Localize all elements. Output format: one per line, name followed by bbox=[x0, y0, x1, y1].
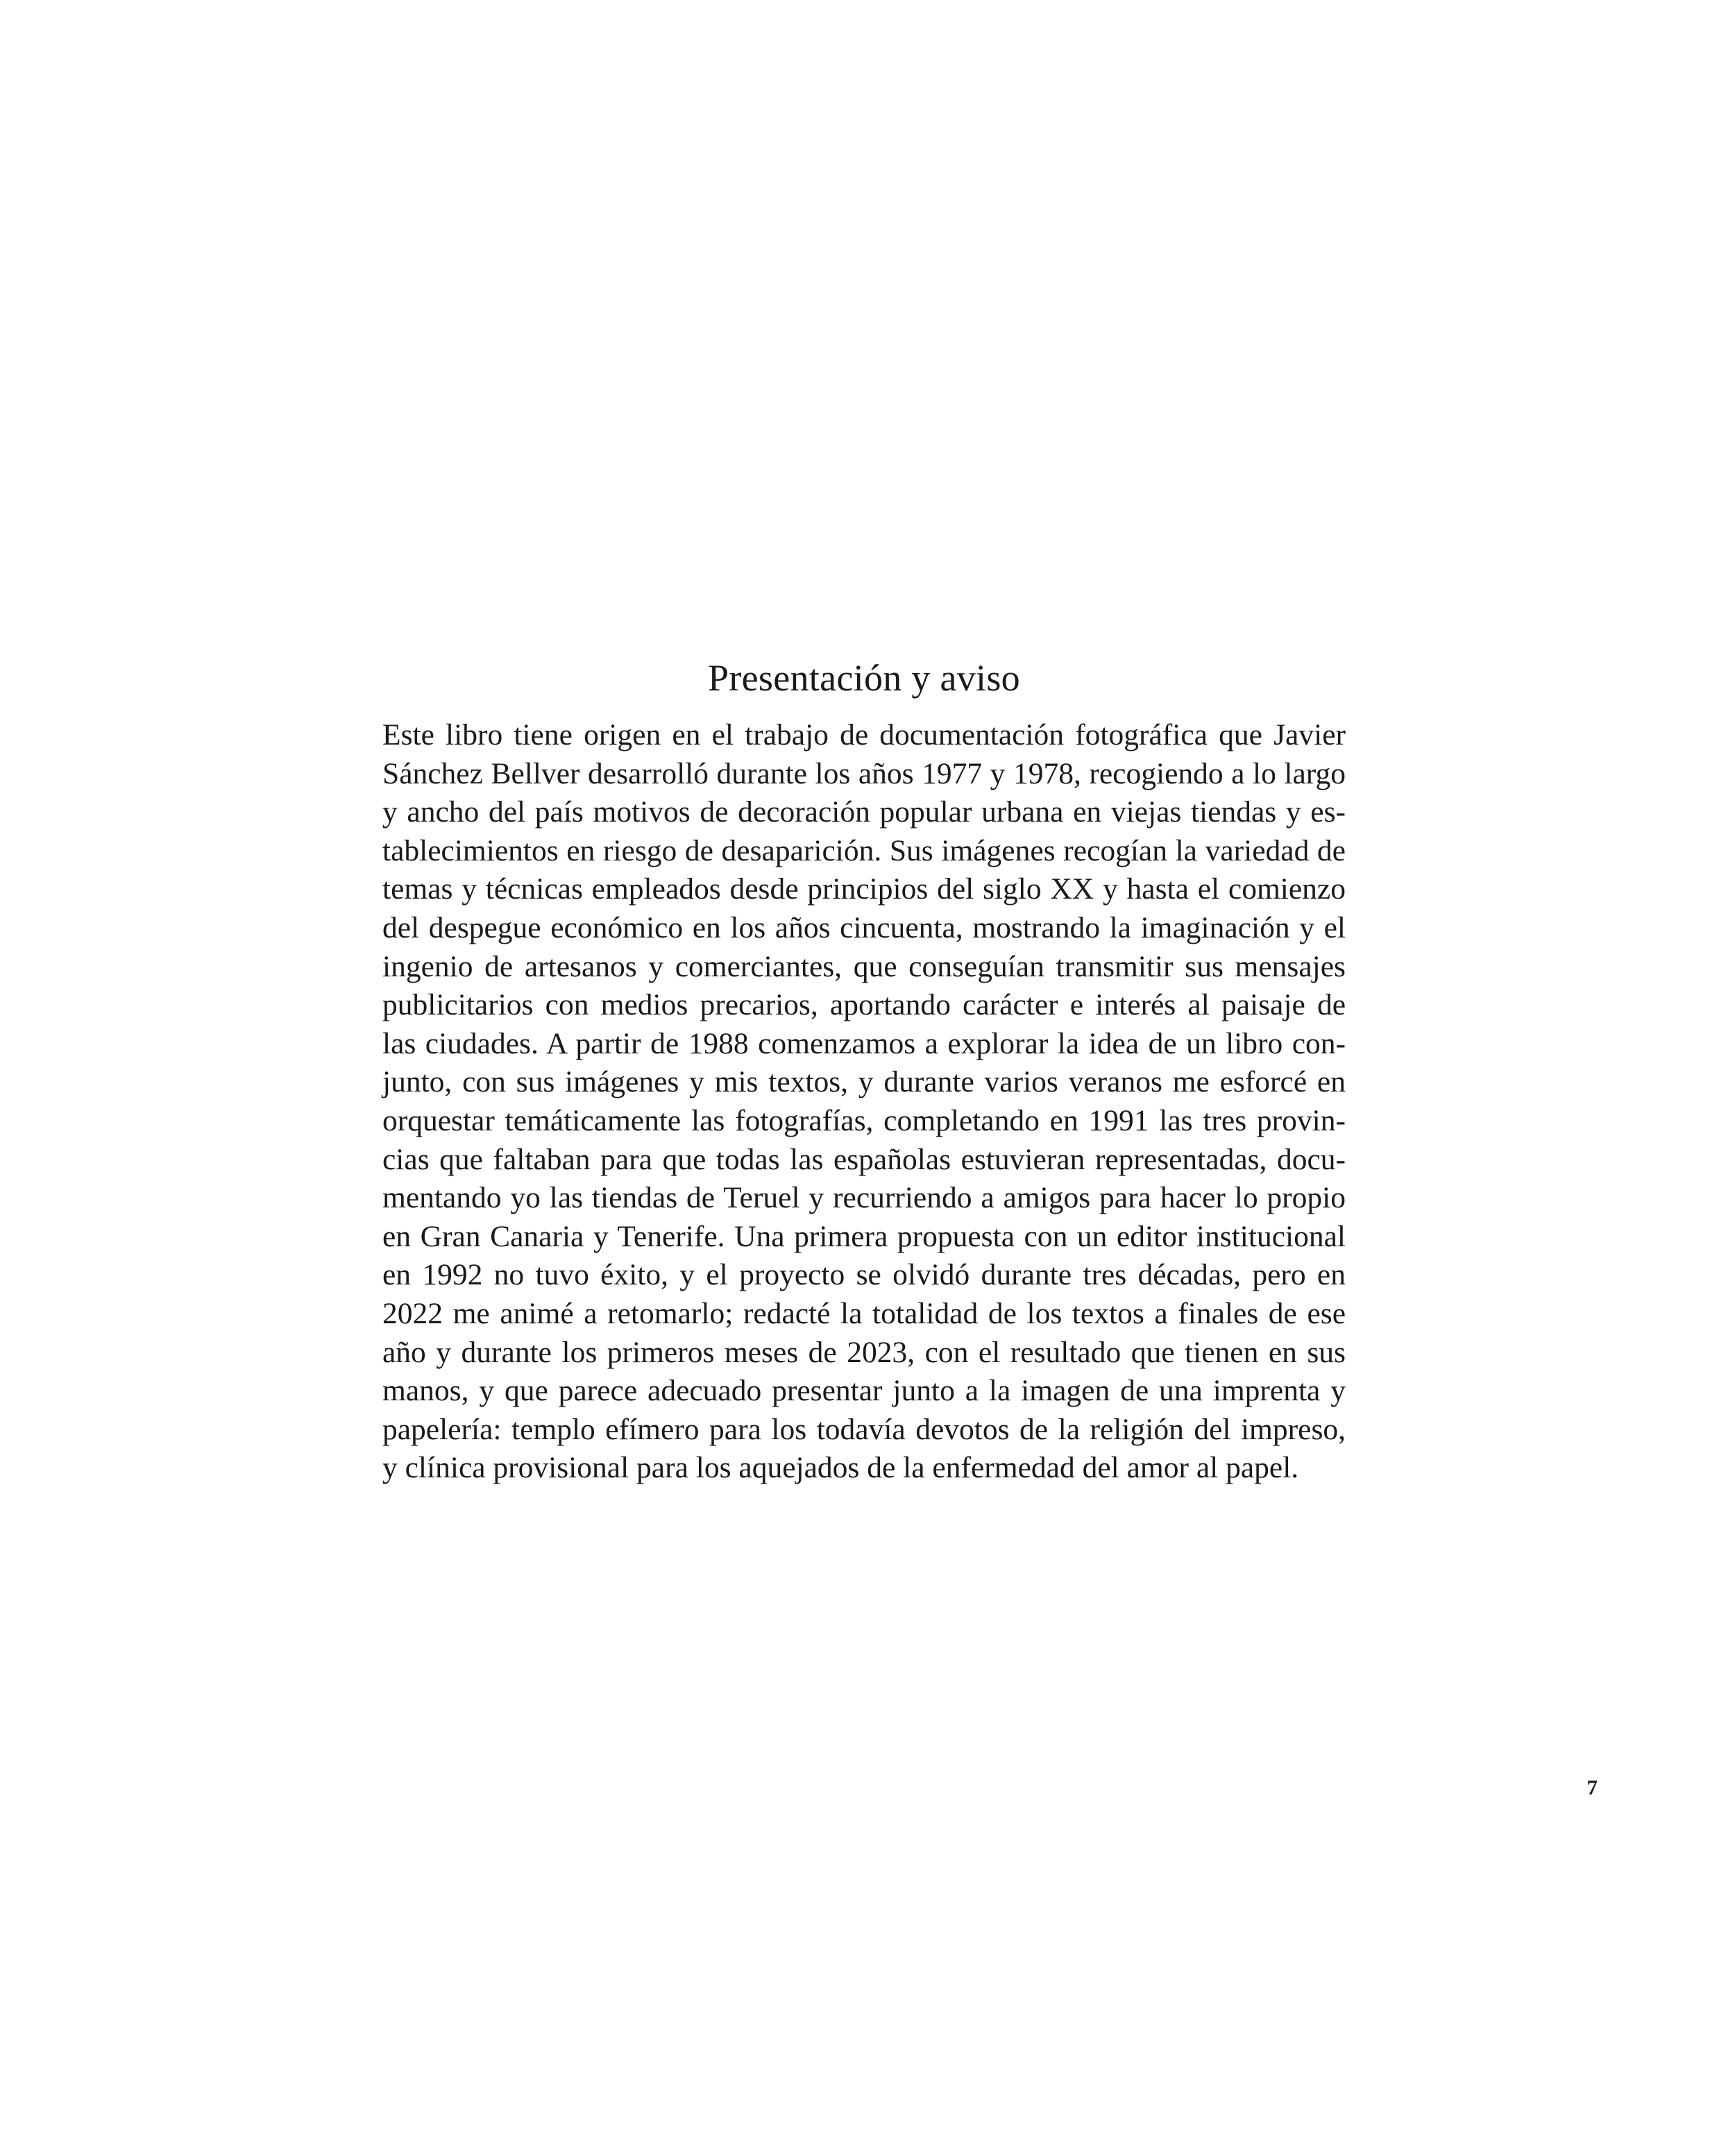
text-line: del despegue económico en los años cincuenta, mostrando la imaginación y el bbox=[382, 910, 1346, 944]
text-line: junto, con sus imágenes y mis textos, y durante varios veranos me esforcé en bbox=[382, 1065, 1346, 1099]
text-line: papelería: templo efímero para los todavía devotos de la religión del impreso, bbox=[382, 1412, 1346, 1446]
text-line: mentando yo las tiendas de Teruel y recurriendo a amigos para hacer lo propio bbox=[382, 1181, 1346, 1215]
text-line: orquestar temáticamente las fotografías, completando en 1991 las tres provin- bbox=[382, 1103, 1346, 1137]
text-line: manos, y que parece adecuado presentar junto a la imagen de una imprenta y bbox=[382, 1374, 1346, 1408]
text-line: año y durante los primeros meses de 2023, con el resultado que tienen en sus bbox=[382, 1335, 1346, 1369]
text-line: Sánchez Bellver desarrolló durante los años 1977 y 1978, recogiendo a lo largo bbox=[382, 756, 1346, 790]
text-line: Este libro tiene origen en el trabajo de documentación fotográfica que Javier bbox=[382, 718, 1346, 752]
text-line: las ciudades. A partir de 1988 comenzamos a explorar la idea de un libro con- bbox=[382, 1026, 1346, 1060]
text-line: ingenio de artesanos y comerciantes, que conseguían transmitir sus mensajes bbox=[382, 949, 1346, 983]
text-line: tablecimientos en riesgo de desaparición. Sus imágenes recogían la variedad de bbox=[382, 833, 1346, 867]
page-number: 7 bbox=[1586, 1775, 1598, 1799]
text-line: y ancho del país motivos de decoración popular urbana en viejas tiendas y es- bbox=[382, 795, 1346, 829]
text-line: publicitarios con medios precarios, aportando carácter e interés al paisaje de bbox=[382, 988, 1346, 1022]
text-line: en 1992 no tuvo éxito, y el proyecto se olvidó durante tres décadas, pero en bbox=[382, 1258, 1346, 1292]
section-title: Presentación y aviso bbox=[708, 657, 1020, 699]
body-paragraph bbox=[382, 716, 1346, 1488]
text-line: cias que faltaban para que todas las españolas estuvieran representadas, docu- bbox=[382, 1142, 1346, 1176]
text-line: en Gran Canaria y Tenerife. Una primera propuesta con un editor institucional bbox=[382, 1219, 1346, 1253]
text-line: 2022 me animé a retomarlo; redacté la totalidad de los textos a finales de ese bbox=[382, 1296, 1346, 1330]
text-line: y clínica provisional para los aquejados de la enfermedad del amor al papel. bbox=[382, 1451, 1299, 1485]
text-line: temas y técnicas empleados desde principios del siglo XX y hasta el comienzo bbox=[382, 872, 1346, 906]
